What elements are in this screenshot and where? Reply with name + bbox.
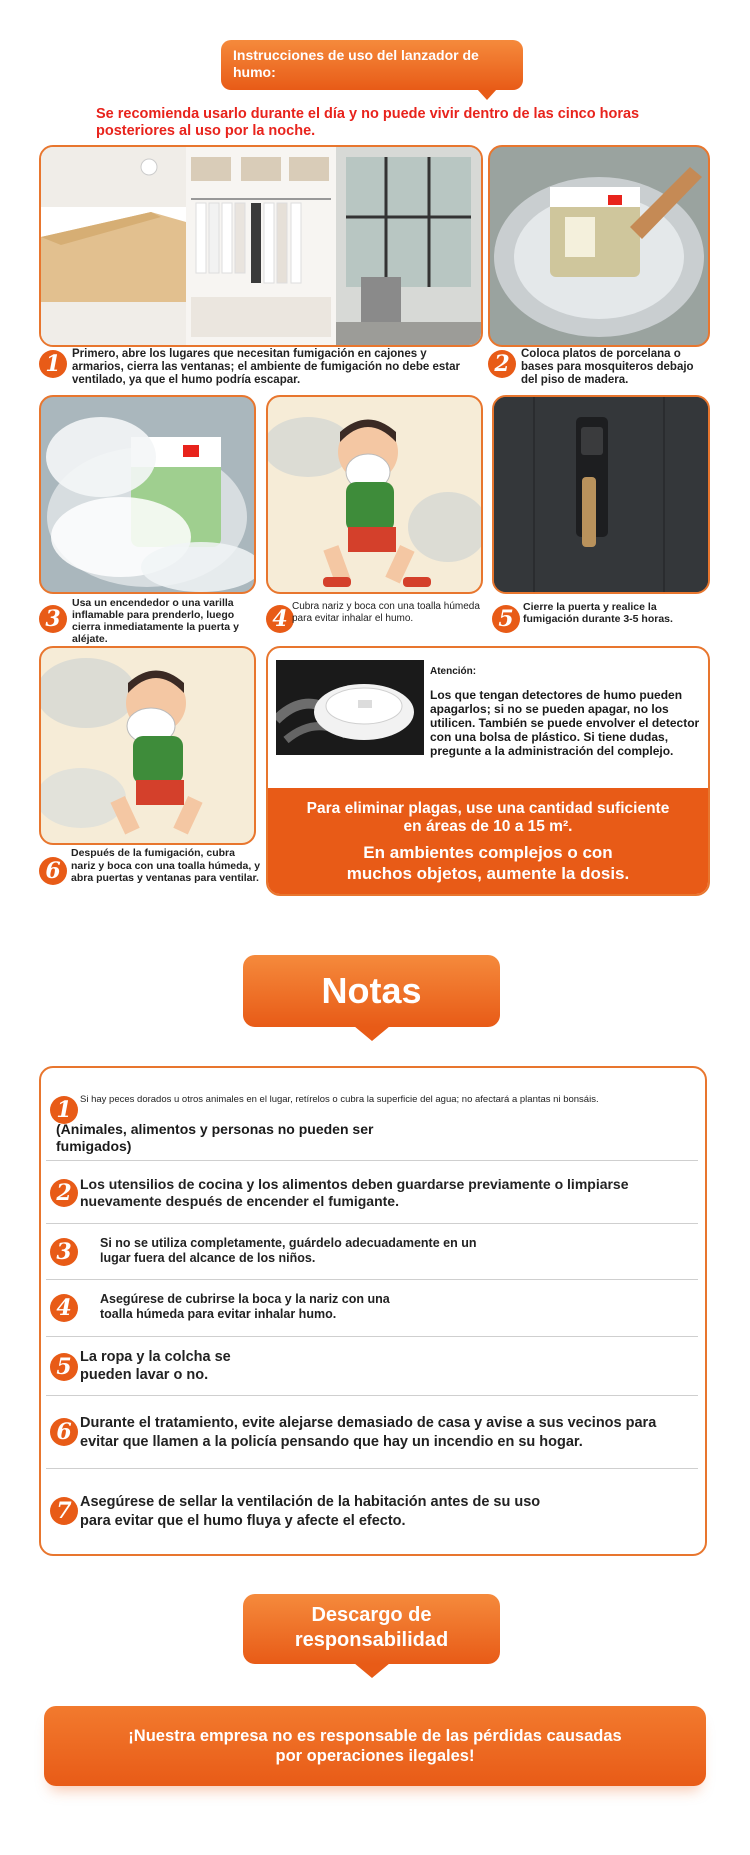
photo-closed-door (492, 395, 710, 594)
step-1-text: Primero, abre los lugares que necesitan fumigación en cajones y armarios, cierra las ventanas; el ambiente de fumigación no debe estar ventilado, ya que el humo podría escapar. (72, 348, 460, 386)
note-item-1 (46, 1090, 698, 1161)
photo-lighting-fumigator (39, 395, 256, 594)
disclaimer-title: Descargo de responsabilidad (294, 1604, 449, 1651)
dosage-line-3: En ambientes complejos o con (363, 843, 613, 862)
instructions-title: Instrucciones de uso del lanzador de humo: (233, 47, 479, 80)
note-5-number: 5 (50, 1353, 78, 1381)
step-5-text: Cierre la puerta y realice la fumigación durante 3-5 horas. (523, 601, 673, 625)
bubble-pointer (477, 89, 497, 100)
step-2-number: 2 (488, 350, 516, 378)
step-4-number: 4 (266, 605, 294, 633)
attention-label: Atención: (430, 666, 477, 677)
photo-plate-fumigator (488, 145, 710, 347)
note-item-6 (46, 1396, 698, 1469)
note-5-text: La ropa y la colcha se pueden lavar o no. (80, 1349, 231, 1383)
smoke-detector-photo (276, 660, 424, 755)
attention-panel (266, 646, 710, 896)
dosage-line-2: en áreas de 10 a 15 m². (403, 818, 573, 835)
instructions-title-bubble (221, 40, 523, 90)
note-item-4 (46, 1280, 698, 1337)
illustration-boy-ventilating (39, 646, 256, 845)
step-2-text: Coloca platos de porcelana o bases para mosquiteros debajo del piso de madera. (521, 348, 694, 386)
note-6-number: 6 (50, 1418, 78, 1446)
note-7-text: Asegúrese de sellar la ventilación de la habitación antes de su uso para evitar que el humo fluya y afecte el efecto. (80, 1494, 541, 1529)
usage-warning: Se recomienda usarlo durante el día y no puede vivir dentro de las cinco horas posteriores al uso por la noche. (96, 106, 640, 139)
note-item-5 (46, 1337, 698, 1396)
note-3-number: 3 (50, 1238, 78, 1266)
step-4-text: Cubra nariz y boca con una toalla húmeda para evitar inhalar el humo. (292, 601, 480, 624)
step-6-text: Después de la fumigación, cubra nariz y boca con una toalla húmeda, y abra puertas y ventanas para ventilar. (71, 847, 261, 884)
notes-title: Notas (321, 970, 422, 1011)
notes-bubble-pointer (354, 1026, 390, 1041)
note-2-number: 2 (50, 1179, 78, 1207)
note-1-number: 1 (50, 1096, 78, 1124)
step-5-number: 5 (492, 605, 520, 633)
note-item-3 (46, 1224, 698, 1280)
disclaimer-banner (44, 1706, 706, 1786)
note-1-text: Si hay peces dorados u otros animales en el lugar, retírelos o cubra la superficie del agua; no afectará a plantas ni bonsáis. (80, 1094, 599, 1105)
note-1-extra: (Animales, alimentos y personas no pueden ser fumigados) (56, 1121, 374, 1154)
step-1-number: 1 (39, 350, 67, 378)
step-6-number: 6 (39, 857, 67, 885)
disclaimer-title-bubble (243, 1594, 500, 1664)
note-4-number: 4 (50, 1294, 78, 1322)
disclaimer-bubble-pointer (354, 1663, 390, 1678)
note-item-7 (46, 1469, 698, 1539)
notes-title-bubble (243, 955, 500, 1027)
dosage-banner (268, 788, 708, 894)
note-2-text: Los utensilios de cocina y los alimentos deben guardarse previamente o limpiarse nuevamente después de encender el fumigante. (80, 1176, 629, 1209)
note-7-number: 7 (50, 1497, 78, 1525)
step-3-number: 3 (39, 605, 67, 633)
note-6-text: Durante el tratamiento, evite alejarse demasiado de casa y avise a sus vecinos para evitar que llamen a la policía pensando que hay un incendio en su hogar. (80, 1415, 657, 1450)
note-4-text: Asegúrese de cubrirse la boca y la nariz con una toalla húmeda para evitar inhalar humo. (100, 1292, 390, 1321)
dosage-line-1: Para eliminar plagas, use una cantidad suficiente (306, 800, 670, 817)
note-item-2 (46, 1165, 698, 1224)
note-3-text: Si no se utiliza completamente, guárdelo adecuadamente en un lugar fuera del alcance de los niños. (100, 1236, 477, 1265)
photo-drawers-closets (39, 145, 483, 347)
illustration-boy-covering-nose (266, 395, 483, 594)
step-3-text: Usa un encendedor o una varilla inflamable para prenderlo, luego cierra inmediatamente la puerta y aléjate. (72, 597, 239, 645)
attention-text: Los que tengan detectores de humo pueden apagarlos; si no se pueden apagar, no los utilicen. También se puede envolver el detector con una bolsa de plástico. Si tiene dudas, pregunte a la administración del complejo. (430, 688, 700, 758)
dosage-line-4: muchos objetos, aumente la dosis. (346, 864, 630, 883)
disclaimer-text: ¡Nuestra empresa no es responsable de las pérdidas causadas por operaciones ilegales! (128, 1727, 622, 1765)
